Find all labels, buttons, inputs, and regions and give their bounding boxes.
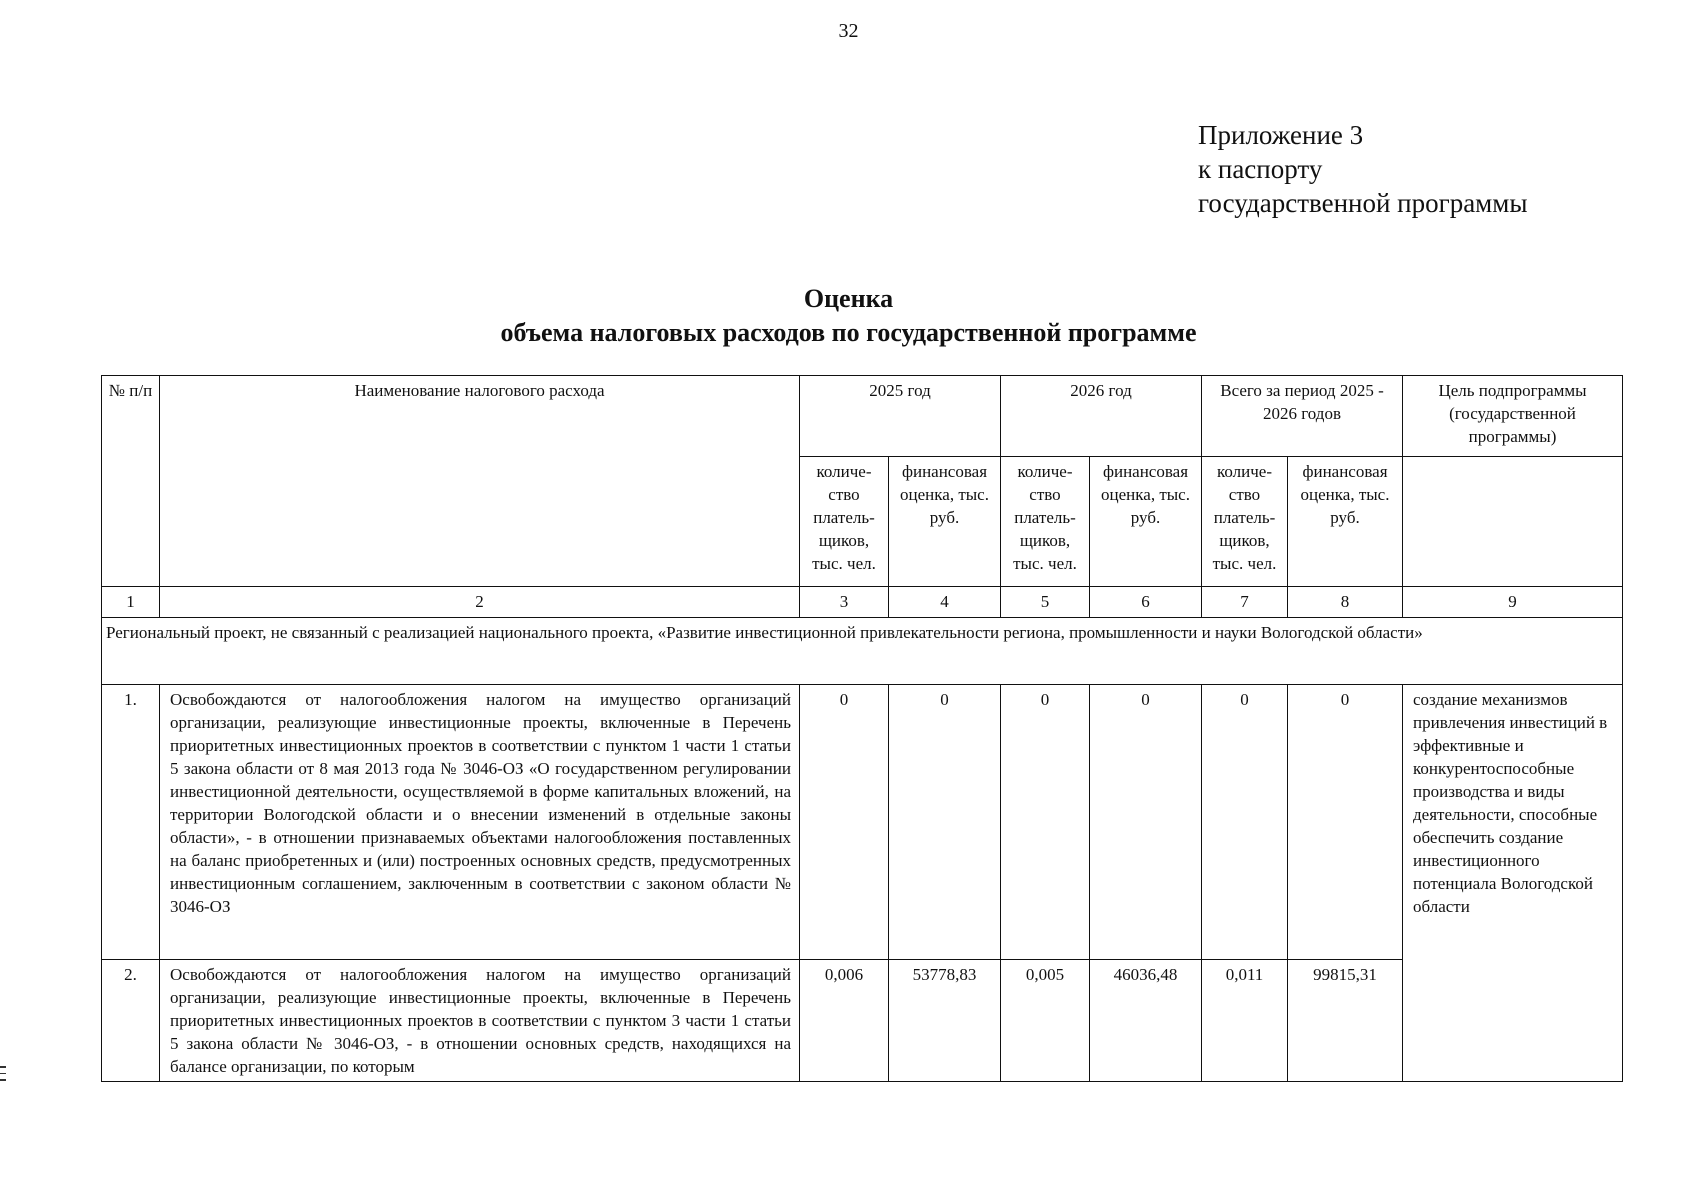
table-row [102,960,1623,1082]
document-title [0,282,1697,350]
column-number-row [102,587,1623,618]
financial-estimate-2025: 0 [889,685,1001,960]
column-number: 8 [1288,587,1403,618]
title-line-2: объема налоговых расходов по государственной программе [500,318,1197,347]
financial-estimate-2025: 53778,83 [889,960,1001,1082]
header-2026: 2026 год [1001,376,1202,457]
header-finance-total: финансовая оценка, тыс. руб. [1288,457,1403,587]
payers-count-2025: 0 [800,685,889,960]
payers-count-2025: 0,006 [800,960,889,1082]
header-count-total: количе-ство платель-щиков, тыс. чел. [1202,457,1288,587]
column-number: 5 [1001,587,1090,618]
column-number: 3 [800,587,889,618]
header-finance-2026: финансовая оценка, тыс. руб. [1090,457,1202,587]
header-finance-2025: финансовая оценка, тыс. руб. [889,457,1001,587]
header-goal: Цель подпрограммы (государственной программы) [1403,376,1623,457]
column-number: 7 [1202,587,1288,618]
program-goal: создание механизмов привлечения инвестиций в эффективные и конкурентоспособные производства и виды деятельности, способные обеспечить создание инвестиционного потенциала Вологодской области [1403,685,1623,1082]
header-total: Всего за период 2025 - 2026 годов [1202,376,1403,457]
header-row-1 [102,376,1623,457]
title-line-1: Оценка [803,284,894,313]
page-number: 32 [838,20,859,42]
appendix-line-3: государственной программы [1198,188,1528,218]
header-num: № п/п [102,376,160,587]
header-goal-empty [1403,457,1623,587]
column-number: 2 [160,587,800,618]
section-title: Региональный проект, не связанный с реализацией национального проекта, «Развитие инвестиционной привлекательности региона, промышленности и науки Вологодской области» [102,618,1623,685]
column-number: 9 [1403,587,1623,618]
tax-expenditure-table [101,375,1623,1082]
table-row [102,685,1623,960]
tax-expenditure-name: Освобождаются от налогообложения налогом на имущество организаций организации, реализующие инвестиционные проекты, включенные в Перечень приоритетных инвестиционных проектов в соответствии с пунктом 3 части 1 статьи 5 закона области № 3046-ОЗ, - в отношении основных средств, находящихся на балансе организации, по которым [160,960,800,1082]
financial-estimate-total: 99815,31 [1288,960,1403,1082]
section-row [102,618,1623,685]
appendix-line-1: Приложение 3 [1198,120,1364,150]
financial-estimate-total: 0 [1288,685,1403,960]
column-number: 1 [102,587,160,618]
payers-count-total: 0 [1202,685,1288,960]
payers-count-2026: 0 [1001,685,1090,960]
header-count-2026: количе-ство платель-щиков, тыс. чел. [1001,457,1090,587]
header-2025: 2025 год [800,376,1001,457]
payers-count-total: 0,011 [1202,960,1288,1082]
appendix-note [1198,118,1528,220]
financial-estimate-2026: 0 [1090,685,1202,960]
row-number: 1. [102,685,160,960]
binding-margin-mark [0,1066,6,1086]
header-name: Наименование налогового расхода [160,376,800,587]
payers-count-2026: 0,005 [1001,960,1090,1082]
row-number: 2. [102,960,160,1082]
tax-expenditure-name: Освобождаются от налогообложения налогом на имущество организаций организации, реализующие инвестиционные проекты, включенные в Перечень приоритетных инвестиционных проектов в соответствии с пунктом 1 части 1 статьи 5 закона области от 8 мая 2013 года № 3046-ОЗ «О государственном регулировании инвестиционной деятельности, осуществляемой в форме капитальных вложений, на территории Вологодской области и о внесении изменений в отдельные законы области», - в отношении признаваемых объектами налогообложения поставленных на баланс приобретенных и (или) построенных основных средств, предусмотренных инвестиционным соглашением, заключенным в соответствии с законом области № 3046-ОЗ [160,685,800,960]
financial-estimate-2026: 46036,48 [1090,960,1202,1082]
column-number: 6 [1090,587,1202,618]
appendix-line-2: к паспорту [1198,154,1323,184]
header-count-2025: количе-ство платель-щиков, тыс. чел. [800,457,889,587]
column-number: 4 [889,587,1001,618]
